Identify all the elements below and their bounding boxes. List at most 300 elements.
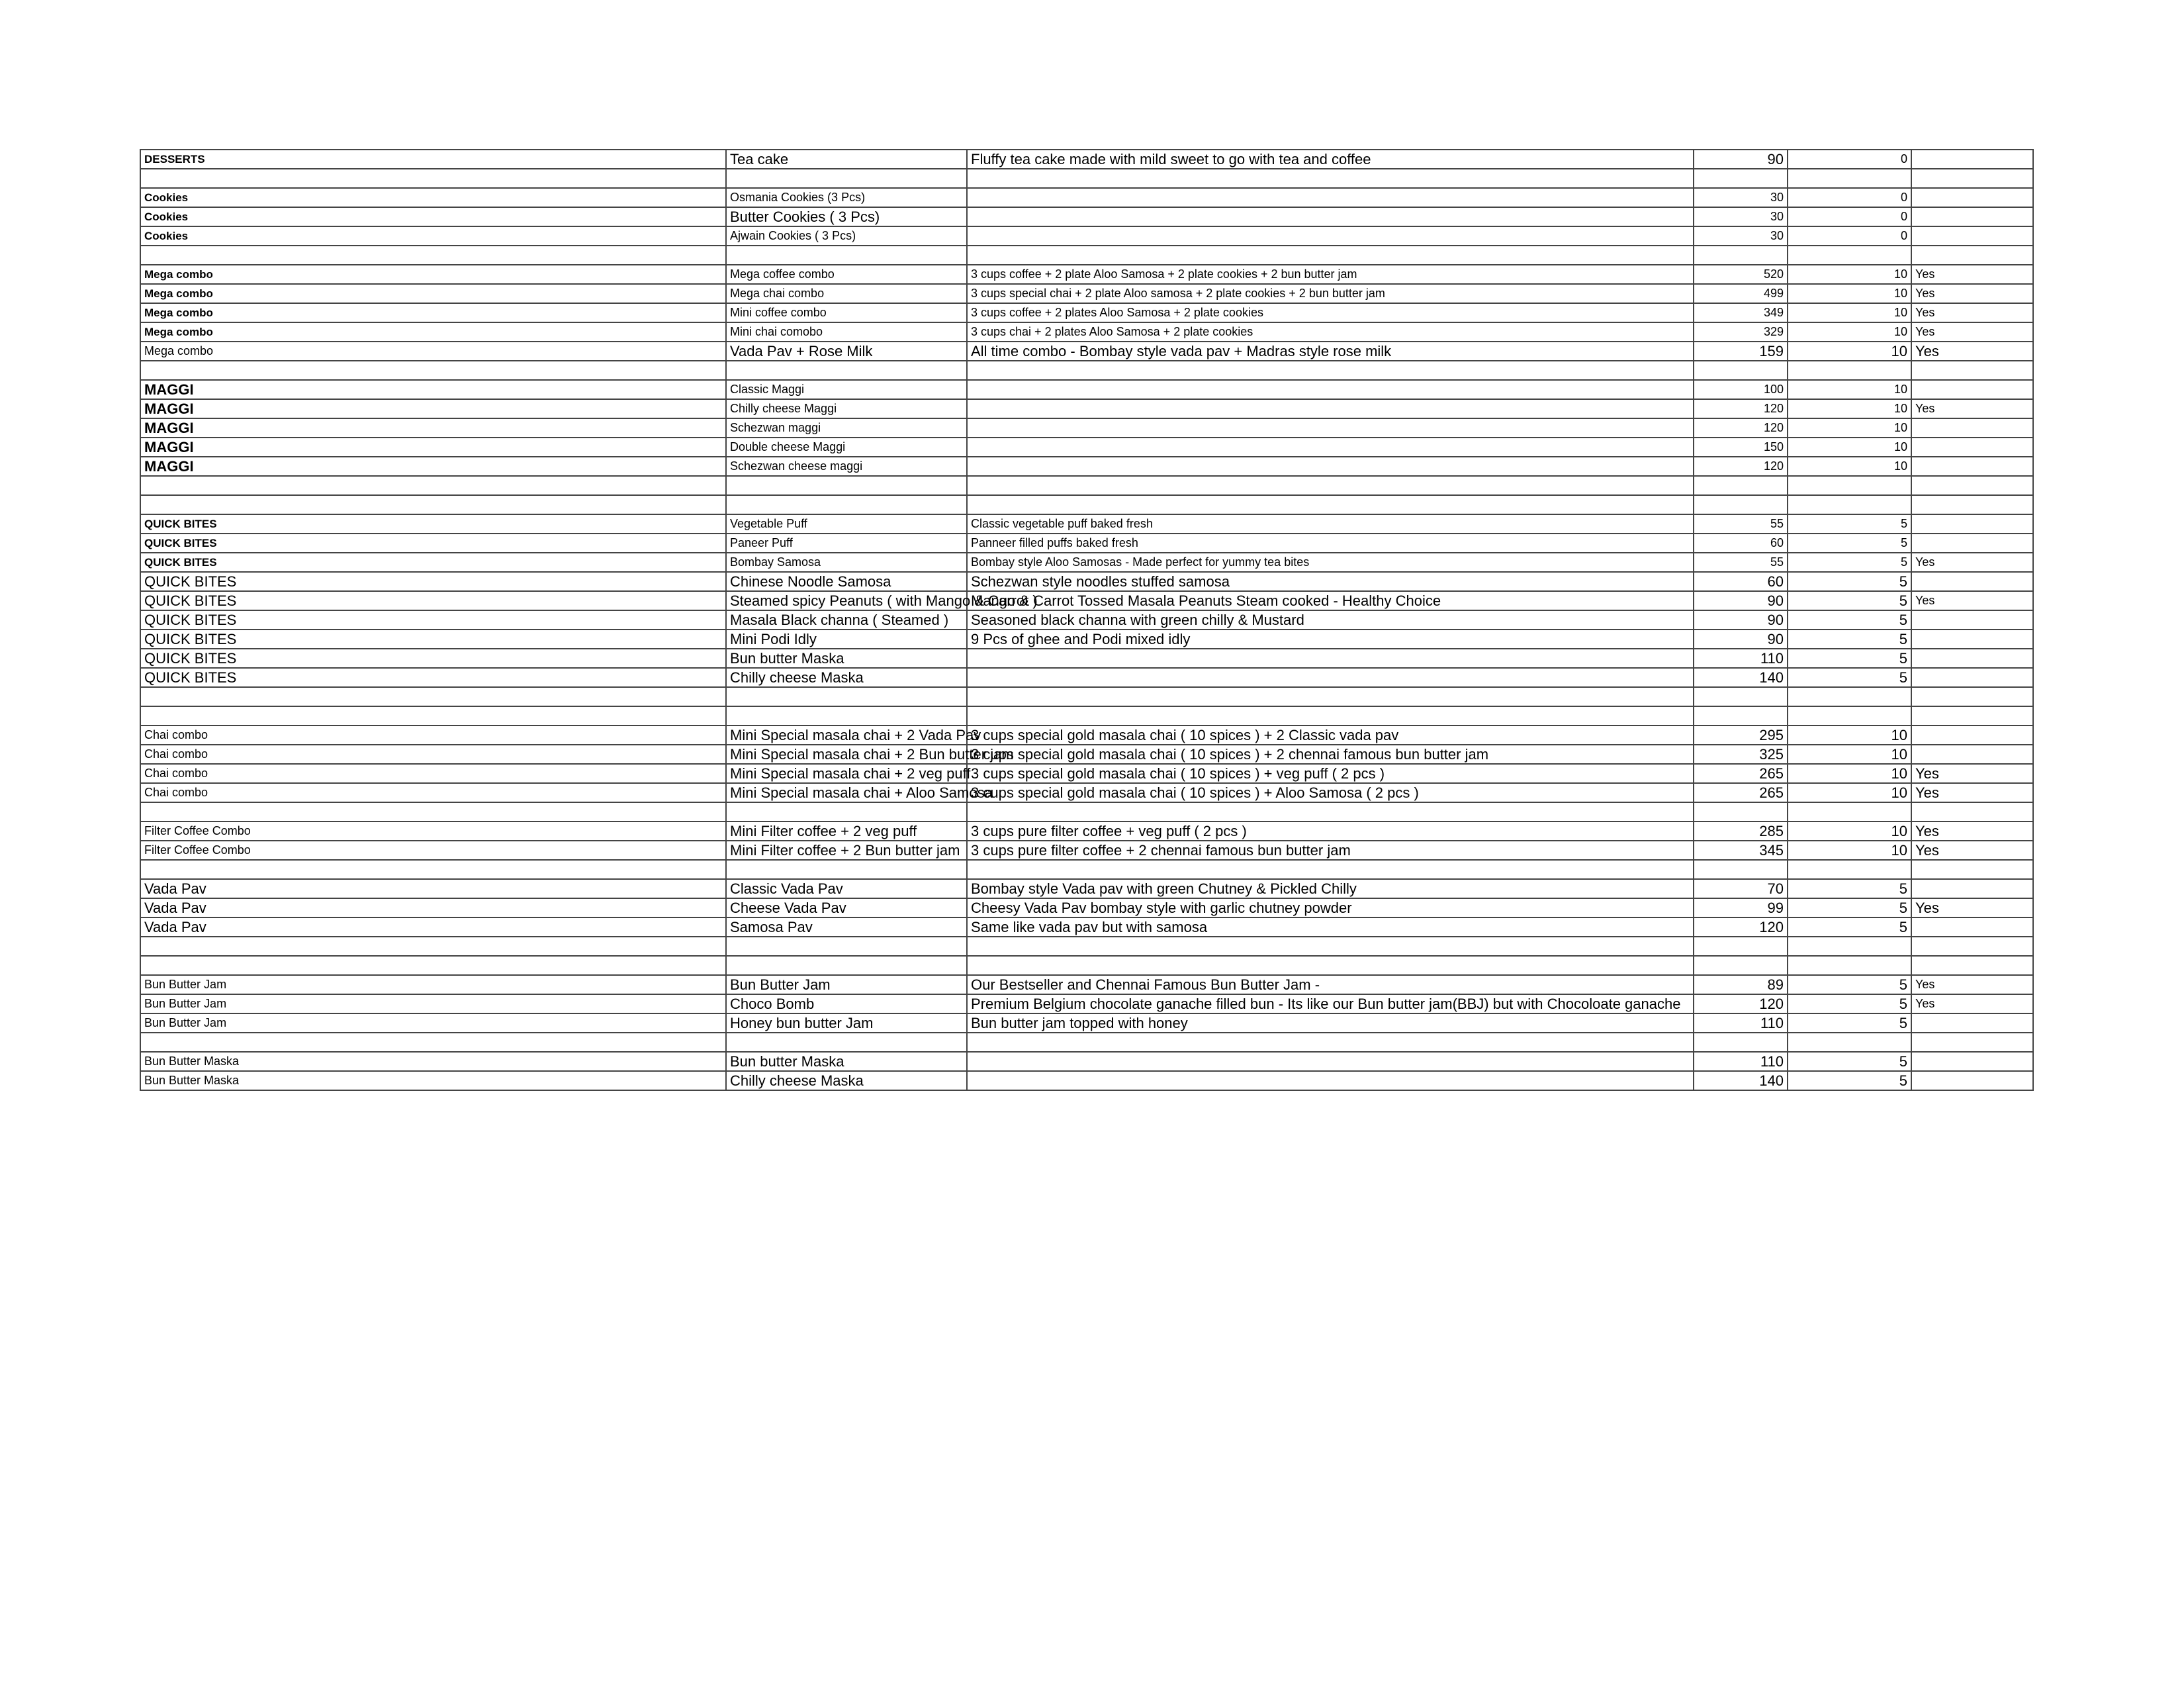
table-row (140, 1071, 2033, 1090)
flag-cell (1911, 937, 2033, 956)
description-cell (967, 668, 1694, 687)
price-cell: 30 (1694, 188, 1788, 207)
price-cell: 499 (1694, 284, 1788, 303)
flag-cell (1911, 246, 2033, 265)
price-cell: 265 (1694, 764, 1788, 783)
price-cell: 90 (1694, 591, 1788, 610)
table-row (140, 361, 2033, 380)
table-row (140, 207, 2033, 226)
flag-cell (1911, 610, 2033, 630)
flag-cell (1911, 668, 2033, 687)
table-row (140, 322, 2033, 342)
flag-cell: Yes (1911, 303, 2033, 322)
discount-cell: 10 (1788, 322, 1911, 342)
flag-cell: Yes (1911, 975, 2033, 994)
flag-cell: Yes (1911, 841, 2033, 860)
category-cell (140, 687, 726, 706)
price-cell (1694, 361, 1788, 380)
discount-cell (1788, 687, 1911, 706)
description-cell (967, 956, 1694, 975)
category-cell: Chai combo (140, 745, 726, 764)
discount-cell (1788, 802, 1911, 821)
table-row (140, 188, 2033, 207)
item-cell: Chilly cheese Maska (726, 1071, 967, 1090)
category-cell: QUICK BITES (140, 668, 726, 687)
flag-cell: Yes (1911, 265, 2033, 284)
discount-cell: 10 (1788, 783, 1911, 802)
table-row (140, 380, 2033, 399)
price-cell (1694, 802, 1788, 821)
menu-rows (140, 150, 2033, 1090)
description-cell (967, 226, 1694, 246)
flag-cell (1911, 726, 2033, 745)
category-cell: Bun Butter Maska (140, 1071, 726, 1090)
item-cell (726, 956, 967, 975)
description-cell (967, 457, 1694, 476)
category-cell: QUICK BITES (140, 553, 726, 572)
discount-cell: 10 (1788, 303, 1911, 322)
discount-cell (1788, 1033, 1911, 1052)
description-cell: 9 Pcs of ghee and Podi mixed idly (967, 630, 1694, 649)
discount-cell: 10 (1788, 821, 1911, 841)
price-cell: 30 (1694, 226, 1788, 246)
discount-cell (1788, 937, 1911, 956)
item-cell (726, 476, 967, 495)
category-cell: Filter Coffee Combo (140, 841, 726, 860)
price-cell: 100 (1694, 380, 1788, 399)
table-row (140, 342, 2033, 361)
table-row (140, 726, 2033, 745)
flag-cell (1911, 226, 2033, 246)
menu-spreadsheet-table (140, 149, 2034, 1091)
category-cell: Filter Coffee Combo (140, 821, 726, 841)
table-row (140, 1052, 2033, 1071)
flag-cell: Yes (1911, 898, 2033, 917)
item-cell: Schezwan maggi (726, 418, 967, 438)
category-cell: Mega combo (140, 265, 726, 284)
table-row (140, 745, 2033, 764)
table-row (140, 438, 2033, 457)
item-cell: Mini Filter coffee + 2 Bun butter jam (726, 841, 967, 860)
table-row (140, 764, 2033, 783)
discount-cell: 0 (1788, 188, 1911, 207)
description-cell: 3 cups special gold masala chai ( 10 spices ) + 2 chennai famous bun butter jam (967, 745, 1694, 764)
price-cell: 70 (1694, 879, 1788, 898)
discount-cell: 10 (1788, 418, 1911, 438)
price-cell: 90 (1694, 610, 1788, 630)
description-cell (967, 1071, 1694, 1090)
table-row (140, 687, 2033, 706)
flag-cell (1911, 380, 2033, 399)
price-cell: 110 (1694, 1052, 1788, 1071)
category-cell: Mega combo (140, 342, 726, 361)
description-cell: 3 cups coffee + 2 plate Aloo Samosa + 2 plate cookies + 2 bun butter jam (967, 265, 1694, 284)
discount-cell: 10 (1788, 284, 1911, 303)
table-row (140, 457, 2033, 476)
category-cell: Vada Pav (140, 898, 726, 917)
flag-cell (1911, 649, 2033, 668)
discount-cell: 5 (1788, 649, 1911, 668)
item-cell: Mini Special masala chai + 2 veg puff (726, 764, 967, 783)
flag-cell (1911, 1033, 2033, 1052)
category-cell: Bun Butter Jam (140, 1013, 726, 1033)
discount-cell: 10 (1788, 457, 1911, 476)
price-cell: 110 (1694, 649, 1788, 668)
description-cell (967, 495, 1694, 514)
flag-cell: Yes (1911, 821, 2033, 841)
item-cell: Schezwan cheese maggi (726, 457, 967, 476)
discount-cell: 5 (1788, 553, 1911, 572)
price-cell: 55 (1694, 553, 1788, 572)
discount-cell (1788, 860, 1911, 879)
item-cell: Mini coffee combo (726, 303, 967, 322)
item-cell: Chilly cheese Maska (726, 668, 967, 687)
item-cell: Butter Cookies ( 3 Pcs) (726, 207, 967, 226)
description-cell: Same like vada pav but with samosa (967, 917, 1694, 937)
item-cell: Ajwain Cookies ( 3 Pcs) (726, 226, 967, 246)
description-cell: Bombay style Vada pav with green Chutney & Pickled Chilly (967, 879, 1694, 898)
discount-cell: 10 (1788, 265, 1911, 284)
item-cell: Bun butter Maska (726, 649, 967, 668)
item-cell: Vada Pav + Rose Milk (726, 342, 967, 361)
price-cell: 120 (1694, 917, 1788, 937)
discount-cell: 5 (1788, 879, 1911, 898)
price-cell: 55 (1694, 514, 1788, 534)
category-cell: Chai combo (140, 726, 726, 745)
flag-cell: Yes (1911, 553, 2033, 572)
category-cell: Cookies (140, 188, 726, 207)
item-cell (726, 1033, 967, 1052)
item-cell (726, 937, 967, 956)
flag-cell (1911, 169, 2033, 188)
flag-cell: Yes (1911, 591, 2033, 610)
flag-cell (1911, 1052, 2033, 1071)
table-row (140, 246, 2033, 265)
discount-cell: 5 (1788, 1013, 1911, 1033)
item-cell: Tea cake (726, 150, 967, 169)
description-cell: 3 cups special gold masala chai ( 10 spices ) + Aloo Samosa ( 2 pcs ) (967, 783, 1694, 802)
category-cell: DESSERTS (140, 150, 726, 169)
price-cell: 120 (1694, 418, 1788, 438)
description-cell: Bun butter jam topped with honey (967, 1013, 1694, 1033)
discount-cell (1788, 495, 1911, 514)
category-cell (140, 246, 726, 265)
category-cell: MAGGI (140, 399, 726, 418)
price-cell (1694, 1033, 1788, 1052)
item-cell: Classic Maggi (726, 380, 967, 399)
description-cell: Our Bestseller and Chennai Famous Bun Butter Jam - (967, 975, 1694, 994)
flag-cell (1911, 1013, 2033, 1033)
category-cell: QUICK BITES (140, 649, 726, 668)
price-cell: 120 (1694, 994, 1788, 1013)
flag-cell (1911, 150, 2033, 169)
category-cell: QUICK BITES (140, 534, 726, 553)
price-cell: 140 (1694, 668, 1788, 687)
table-row (140, 802, 2033, 821)
flag-cell (1911, 860, 2033, 879)
flag-cell (1911, 917, 2033, 937)
flag-cell (1911, 630, 2033, 649)
discount-cell: 10 (1788, 438, 1911, 457)
table-row (140, 418, 2033, 438)
price-cell (1694, 937, 1788, 956)
category-cell (140, 476, 726, 495)
description-cell (967, 380, 1694, 399)
description-cell: 3 cups pure filter coffee + veg puff ( 2 pcs ) (967, 821, 1694, 841)
description-cell (967, 399, 1694, 418)
description-cell (967, 418, 1694, 438)
category-cell (140, 169, 726, 188)
price-cell: 345 (1694, 841, 1788, 860)
table-row (140, 591, 2033, 610)
category-cell: QUICK BITES (140, 591, 726, 610)
table-row (140, 917, 2033, 937)
table-row (140, 265, 2033, 284)
flag-cell (1911, 956, 2033, 975)
discount-cell: 5 (1788, 514, 1911, 534)
discount-cell: 10 (1788, 399, 1911, 418)
price-cell: 265 (1694, 783, 1788, 802)
item-cell: Honey bun butter Jam (726, 1013, 967, 1033)
item-cell (726, 687, 967, 706)
category-cell: MAGGI (140, 380, 726, 399)
flag-cell: Yes (1911, 284, 2033, 303)
flag-cell (1911, 207, 2033, 226)
flag-cell (1911, 457, 2033, 476)
description-cell (967, 802, 1694, 821)
item-cell: Mini Podi Idly (726, 630, 967, 649)
item-cell: Bombay Samosa (726, 553, 967, 572)
table-row (140, 668, 2033, 687)
description-cell (967, 937, 1694, 956)
description-cell: Schezwan style noodles stuffed samosa (967, 572, 1694, 591)
table-row (140, 783, 2033, 802)
description-cell: Cheesy Vada Pav bombay style with garlic chutney powder (967, 898, 1694, 917)
discount-cell: 5 (1788, 668, 1911, 687)
flag-cell: Yes (1911, 322, 2033, 342)
discount-cell: 5 (1788, 572, 1911, 591)
discount-cell: 0 (1788, 207, 1911, 226)
item-cell: Steamed spicy Peanuts ( with Mango & Carrot ) (726, 591, 967, 610)
description-cell: 3 cups special gold masala chai ( 10 spices ) + 2 Classic vada pav (967, 726, 1694, 745)
price-cell: 349 (1694, 303, 1788, 322)
item-cell: Mini Special masala chai + Aloo Samosa (726, 783, 967, 802)
description-cell (967, 361, 1694, 380)
discount-cell: 5 (1788, 994, 1911, 1013)
item-cell: Mini Special masala chai + 2 Bun butter jam (726, 745, 967, 764)
item-cell (726, 169, 967, 188)
item-cell: Vegetable Puff (726, 514, 967, 534)
category-cell: Cookies (140, 207, 726, 226)
category-cell: MAGGI (140, 438, 726, 457)
flag-cell (1911, 745, 2033, 764)
item-cell (726, 361, 967, 380)
price-cell: 329 (1694, 322, 1788, 342)
flag-cell: Yes (1911, 783, 2033, 802)
description-cell (967, 246, 1694, 265)
item-cell: Bun butter Maska (726, 1052, 967, 1071)
table-row (140, 630, 2033, 649)
category-cell: Cookies (140, 226, 726, 246)
flag-cell (1911, 802, 2033, 821)
description-cell (967, 687, 1694, 706)
table-row (140, 150, 2033, 169)
category-cell: QUICK BITES (140, 572, 726, 591)
discount-cell: 5 (1788, 898, 1911, 917)
item-cell: Choco Bomb (726, 994, 967, 1013)
price-cell (1694, 687, 1788, 706)
item-cell (726, 495, 967, 514)
price-cell: 295 (1694, 726, 1788, 745)
price-cell: 325 (1694, 745, 1788, 764)
price-cell: 30 (1694, 207, 1788, 226)
description-cell (967, 706, 1694, 726)
description-cell: All time combo - Bombay style vada pav + Madras style rose milk (967, 342, 1694, 361)
item-cell (726, 706, 967, 726)
category-cell: MAGGI (140, 457, 726, 476)
description-cell: Seasoned black channa with green chilly & Mustard (967, 610, 1694, 630)
price-cell: 60 (1694, 534, 1788, 553)
category-cell: Mega combo (140, 284, 726, 303)
table-row (140, 169, 2033, 188)
description-cell (967, 188, 1694, 207)
category-cell (140, 956, 726, 975)
category-cell: MAGGI (140, 418, 726, 438)
item-cell: Mini Special masala chai + 2 Vada Pav (726, 726, 967, 745)
description-cell (967, 860, 1694, 879)
description-cell: Panneer filled puffs baked fresh (967, 534, 1694, 553)
item-cell: Mega chai combo (726, 284, 967, 303)
item-cell: Chilly cheese Maggi (726, 399, 967, 418)
item-cell: Double cheese Maggi (726, 438, 967, 457)
price-cell (1694, 860, 1788, 879)
price-cell: 110 (1694, 1013, 1788, 1033)
discount-cell (1788, 476, 1911, 495)
flag-cell (1911, 495, 2033, 514)
price-cell: 520 (1694, 265, 1788, 284)
flag-cell (1911, 879, 2033, 898)
table-row (140, 495, 2033, 514)
table-row (140, 610, 2033, 630)
discount-cell (1788, 246, 1911, 265)
table-row (140, 399, 2033, 418)
category-cell: Bun Butter Maska (140, 1052, 726, 1071)
category-cell: Bun Butter Jam (140, 994, 726, 1013)
description-cell: Mango & Carrot Tossed Masala Peanuts Steam cooked - Healthy Choice (967, 591, 1694, 610)
flag-cell (1911, 476, 2033, 495)
category-cell: QUICK BITES (140, 630, 726, 649)
table-row (140, 975, 2033, 994)
category-cell (140, 802, 726, 821)
table-row (140, 303, 2033, 322)
discount-cell: 10 (1788, 380, 1911, 399)
category-cell: Vada Pav (140, 879, 726, 898)
table-row (140, 284, 2033, 303)
description-cell: Classic vegetable puff baked fresh (967, 514, 1694, 534)
price-cell: 60 (1694, 572, 1788, 591)
item-cell (726, 802, 967, 821)
table-row (140, 706, 2033, 726)
category-cell (140, 495, 726, 514)
table-row (140, 553, 2033, 572)
table-row (140, 514, 2033, 534)
item-cell (726, 246, 967, 265)
discount-cell (1788, 361, 1911, 380)
item-cell: Samosa Pav (726, 917, 967, 937)
discount-cell: 10 (1788, 745, 1911, 764)
price-cell (1694, 956, 1788, 975)
description-cell (967, 1033, 1694, 1052)
discount-cell: 10 (1788, 764, 1911, 783)
table-row (140, 649, 2033, 668)
price-cell (1694, 476, 1788, 495)
flag-cell (1911, 687, 2033, 706)
price-cell (1694, 706, 1788, 726)
discount-cell: 5 (1788, 591, 1911, 610)
flag-cell (1911, 534, 2033, 553)
description-cell: Premium Belgium chocolate ganache filled bun - Its like our Bun butter jam(BBJ) but with Chocoloate ganache (967, 994, 1694, 1013)
discount-cell: 5 (1788, 610, 1911, 630)
description-cell: 3 cups special gold masala chai ( 10 spices ) + veg puff ( 2 pcs ) (967, 764, 1694, 783)
table-row (140, 226, 2033, 246)
category-cell: QUICK BITES (140, 610, 726, 630)
category-cell (140, 361, 726, 380)
category-cell: Mega combo (140, 303, 726, 322)
description-cell (967, 438, 1694, 457)
table-row (140, 1033, 2033, 1052)
price-cell: 89 (1694, 975, 1788, 994)
discount-cell: 5 (1788, 1052, 1911, 1071)
price-cell: 159 (1694, 342, 1788, 361)
category-cell: Chai combo (140, 764, 726, 783)
discount-cell: 5 (1788, 917, 1911, 937)
discount-cell: 5 (1788, 975, 1911, 994)
category-cell (140, 1033, 726, 1052)
flag-cell: Yes (1911, 342, 2033, 361)
category-cell: Bun Butter Jam (140, 975, 726, 994)
price-cell: 140 (1694, 1071, 1788, 1090)
flag-cell (1911, 706, 2033, 726)
table-row (140, 898, 2033, 917)
item-cell: Mini chai comobo (726, 322, 967, 342)
item-cell: Bun Butter Jam (726, 975, 967, 994)
description-cell: 3 cups chai + 2 plates Aloo Samosa + 2 plate cookies (967, 322, 1694, 342)
table-row (140, 1013, 2033, 1033)
description-cell: Fluffy tea cake made with mild sweet to go with tea and coffee (967, 150, 1694, 169)
table-row (140, 994, 2033, 1013)
table-row (140, 841, 2033, 860)
table-row (140, 572, 2033, 591)
price-cell (1694, 246, 1788, 265)
discount-cell: 5 (1788, 630, 1911, 649)
description-cell (967, 649, 1694, 668)
table-row (140, 534, 2033, 553)
flag-cell (1911, 514, 2033, 534)
price-cell: 150 (1694, 438, 1788, 457)
table-row (140, 879, 2033, 898)
description-cell (967, 207, 1694, 226)
description-cell (967, 169, 1694, 188)
price-cell: 99 (1694, 898, 1788, 917)
table-row (140, 937, 2033, 956)
item-cell: Osmania Cookies (3 Pcs) (726, 188, 967, 207)
description-cell (967, 1052, 1694, 1071)
flag-cell (1911, 438, 2033, 457)
table-row (140, 956, 2033, 975)
price-cell: 120 (1694, 457, 1788, 476)
discount-cell (1788, 706, 1911, 726)
category-cell (140, 860, 726, 879)
